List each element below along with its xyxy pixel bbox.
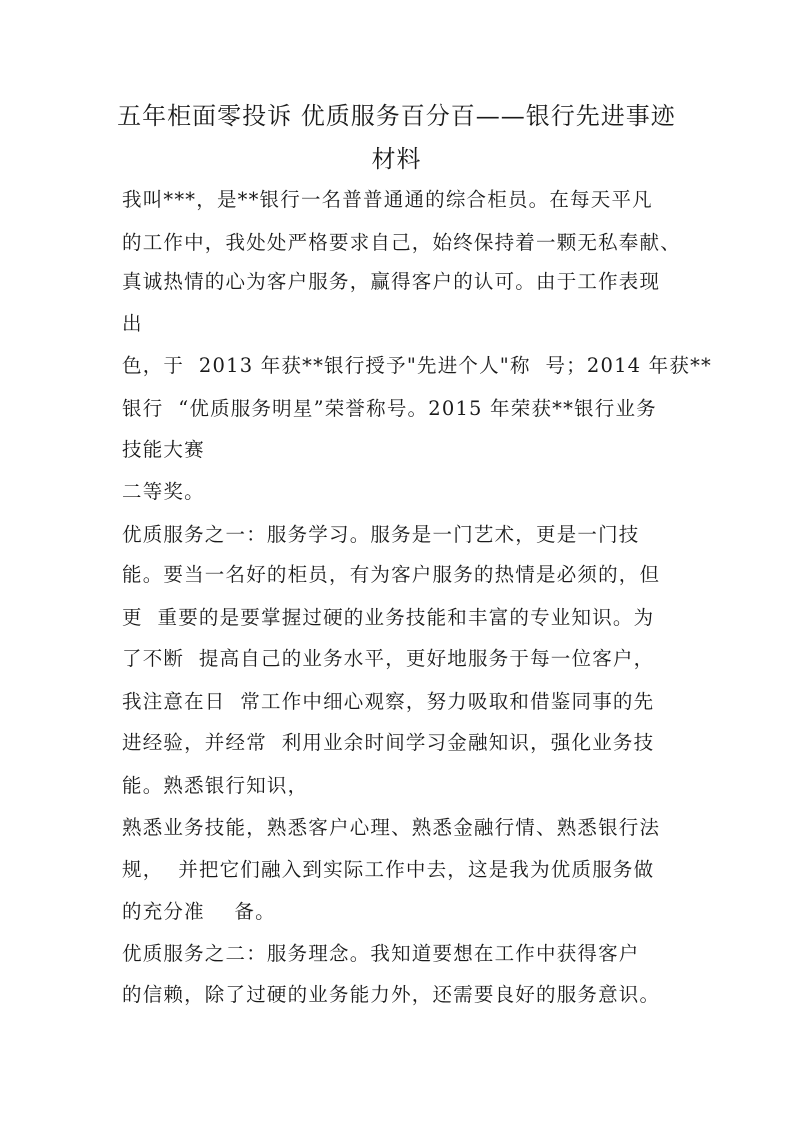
body-line: 我注意在日 常工作中细心观察，努力吸取和借鉴同事的先 [122,690,655,713]
body-line: 更 重要的是要掌握过硬的业务技能和丰富的专业知识。为 [122,606,655,629]
body-line: 熟悉业务技能，熟悉客户心理、熟悉金融行情、熟悉银行法 [122,816,661,839]
body-line: 二等奖。 [122,480,205,503]
body-line: 了不断 提高自己的业务水平，更好地服务于每一位客户， [122,647,655,670]
document-title-line-1: 五年柜面零投诉 优质服务百分百——银行先进事迹 [117,102,676,130]
body-line: 规， 并把它们融入到实际工作中去，这是我为优质服务做 [122,858,655,881]
body-line: 的充分准 备。 [122,900,276,923]
body-line: 的工作中，我处处严格要求自己，始终保持着一颗无私奉献、 [122,231,681,254]
body-line: 技能大赛 [122,438,205,461]
body-line: 优质服务之一：服务学习。服务是一门艺术，更是一门技 [122,523,640,546]
body-line: 真诚热情的心为客户服务，赢得客户的认可。由于工作表现 [122,270,661,293]
body-line: 能。要当一名好的柜员，有为客户服务的热情是必须的，但 [122,563,661,586]
body-line: 银行 “优质服务明星”荣誉称号。2015 年荣获**银行业务 [122,397,657,420]
document-title-line-2: 材料 [371,145,422,173]
body-line: 我叫***，是**银行一名普普通通的综合柜员。在每天平凡 [122,188,653,211]
body-line: 能。熟悉银行知识， [122,774,309,797]
body-line: 进经验，并经常 利用业余时间学习金融知识，强化业务技 [122,731,655,754]
body-line: 色，于 2013 年获**银行授予"先进个人"称 号；2014 年获** [122,354,712,377]
body-line: 的信赖，除了过硬的业务能力外，还需要良好的服务意识。 [122,983,661,1006]
body-line: 优质服务之二：服务理念。我知道要想在工作中获得客户 [122,942,640,965]
body-line: 出 [122,312,143,335]
